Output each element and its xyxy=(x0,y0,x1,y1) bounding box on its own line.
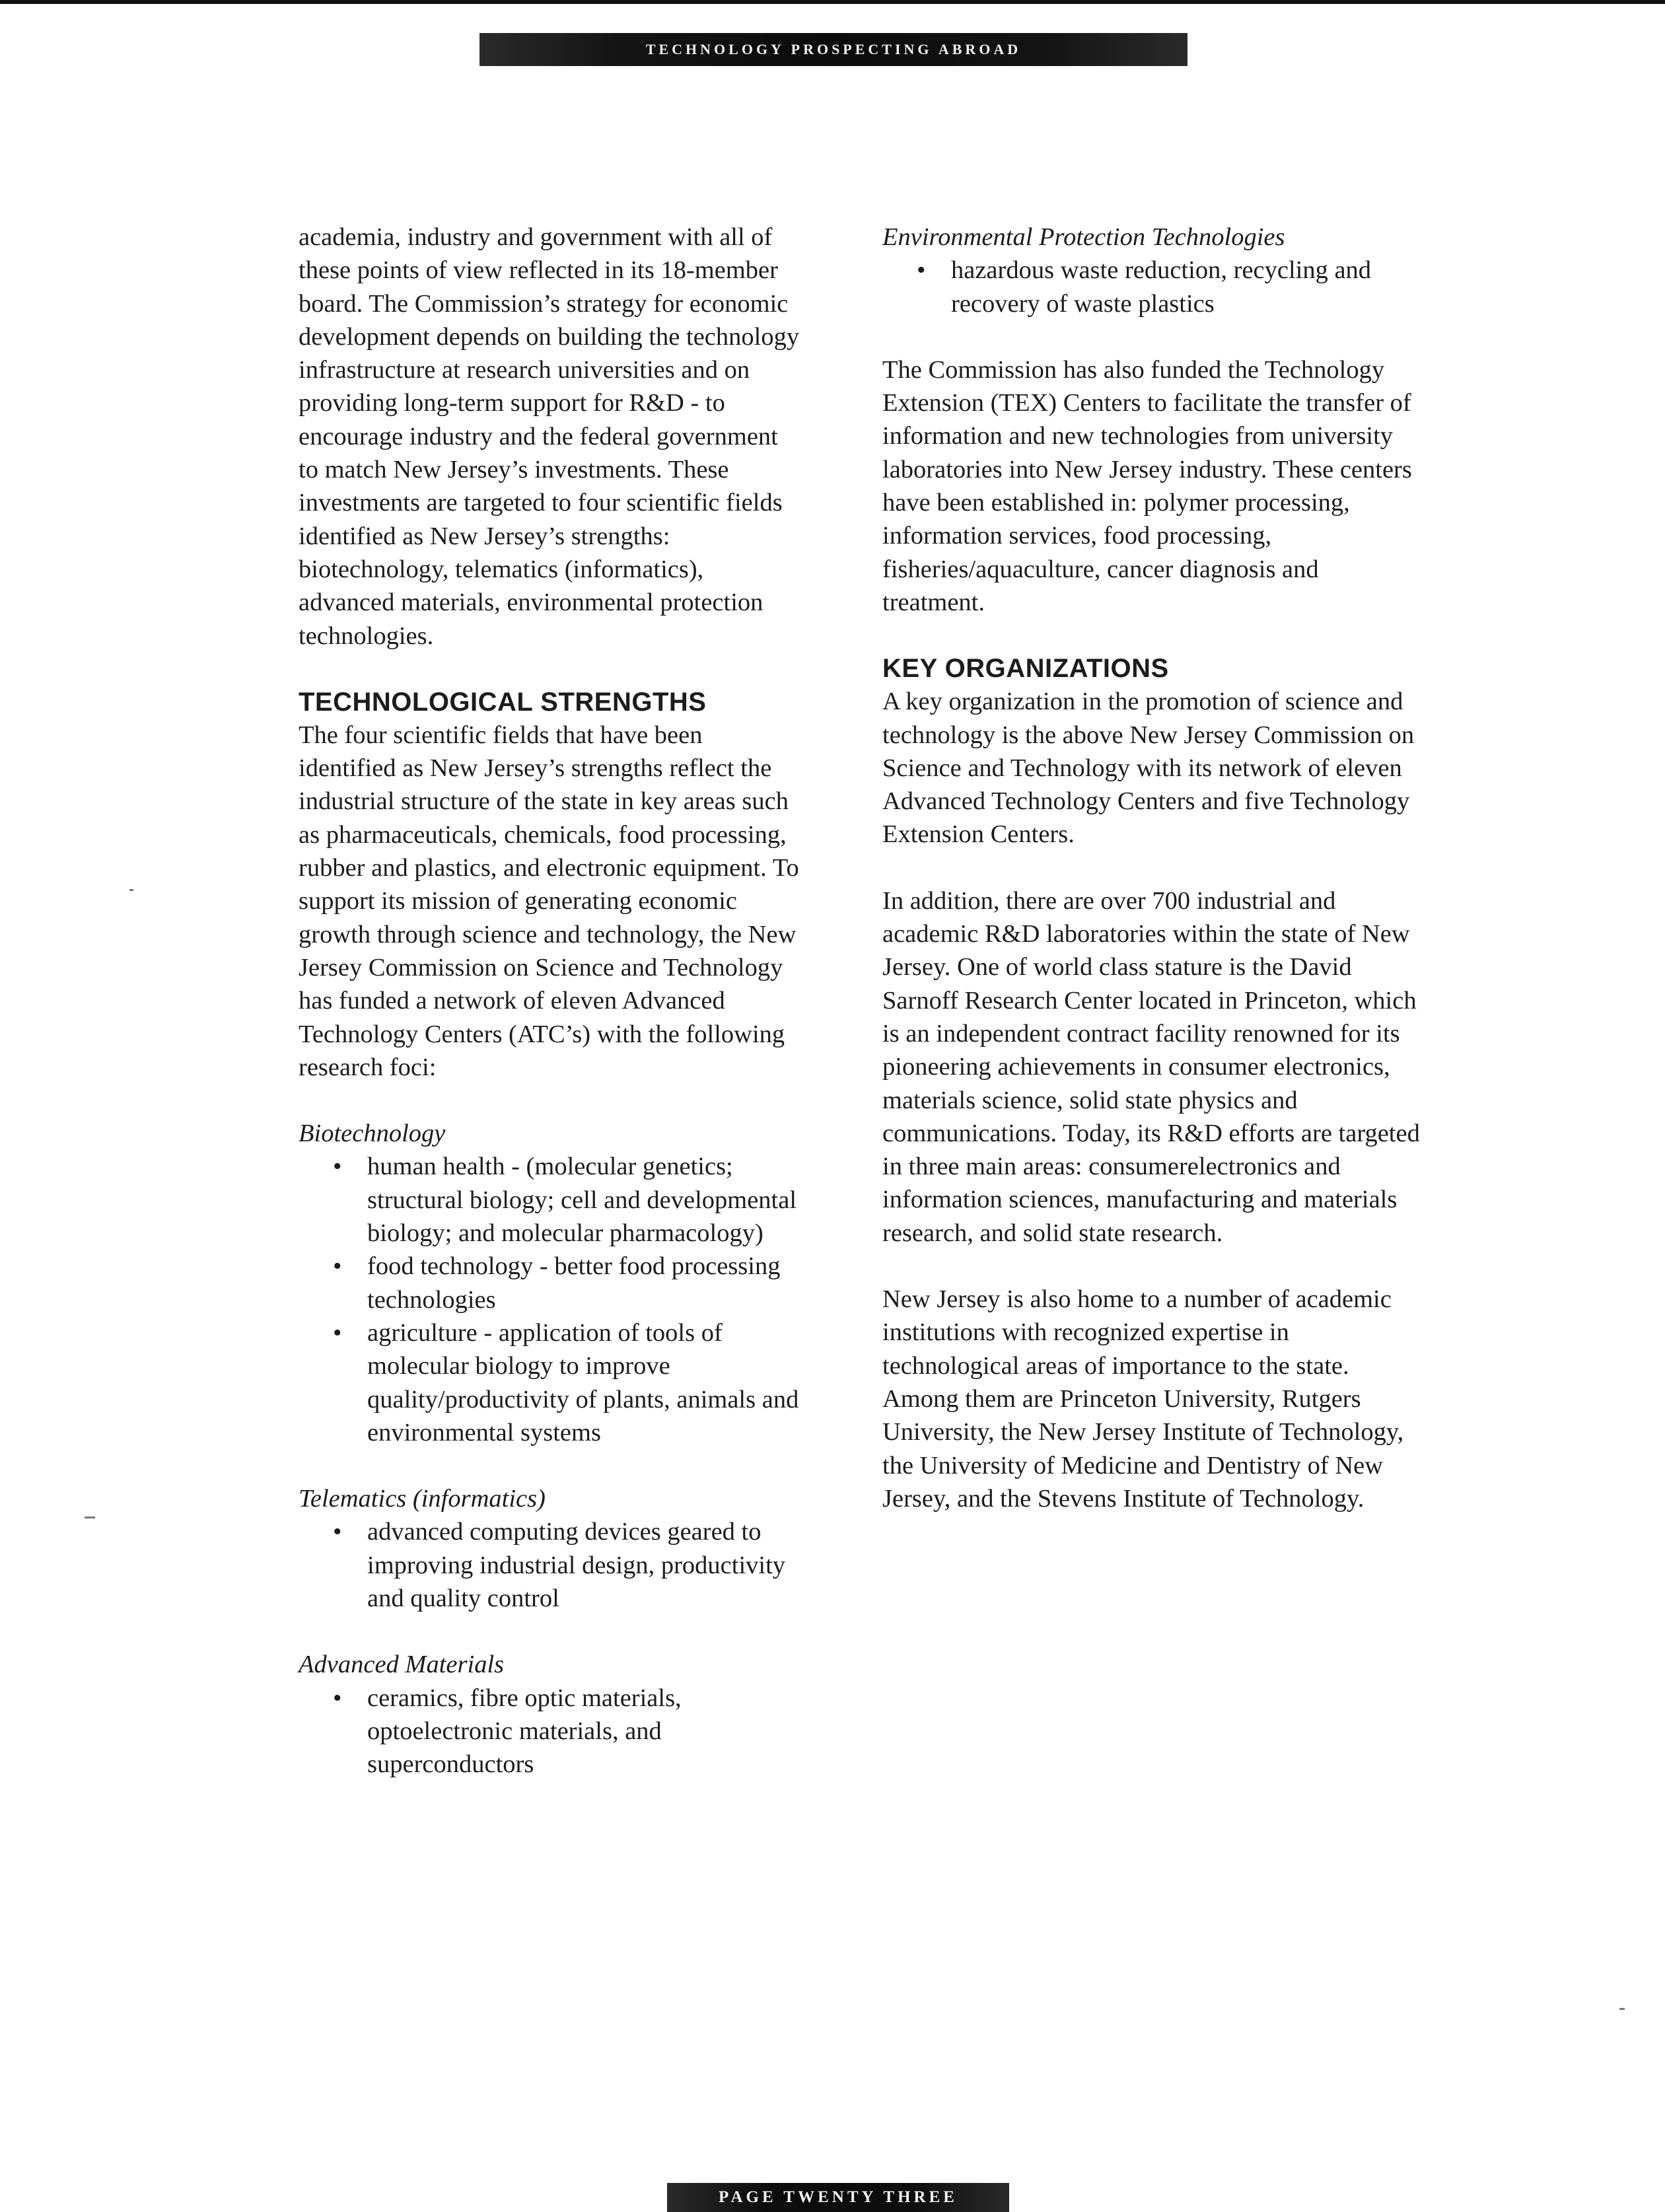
key-organizations-paragraph: A key organization in the promotion of science and technology is the above New Jersey Commission on Science and Technology with its network of eleven Advanced Technology Centers and five Technology Extension Centers. xyxy=(882,688,1415,849)
paragraph-gap xyxy=(882,1250,1424,1283)
telematics-list xyxy=(299,1515,800,1615)
list-item xyxy=(333,1316,800,1449)
paragraph-gap xyxy=(882,619,1424,652)
intro-paragraph: academia, industry and government with all of these points of view reflected in its 18-member board. The Commission’s strategy for economic development depends on building the technology infrastructure at research universities and on providing long-term support for R&D - to encourage industry and the federal government to match New Jersey’s investments. These investments are targeted to four scientific fields identified as New Jersey’s strengths: biotechnology, telematics (informatics), advanced materials, environmental protection technologies. xyxy=(299,223,800,650)
list-item-text: food technology - better food processing technologies xyxy=(367,1252,781,1314)
list-item xyxy=(333,1682,800,1781)
bullet-icon: • xyxy=(333,1684,342,1712)
bullet-icon: • xyxy=(333,1252,342,1281)
left-column xyxy=(299,221,800,1781)
list-item xyxy=(333,1150,800,1250)
list-item xyxy=(333,1515,800,1615)
section-heading-key-organizations: KEY ORGANIZATIONS xyxy=(882,654,1169,684)
paragraph-gap xyxy=(299,1084,800,1117)
bullet-icon: • xyxy=(333,1318,342,1347)
tex-paragraph: The Commission has also funded the Technology Extension (TEX) Centers to facilitate the transfer of information and new technologies from university laboratories into New Jersey industry. These centers have been established in: polymer processing, information services, food processing, fisheries/aquaculture, cancer diagnosis and treatment. xyxy=(882,355,1412,616)
scan-speck xyxy=(1619,2008,1625,2010)
page-number-band xyxy=(667,2183,1009,2212)
running-title: TECHNOLOGY PROSPECTING ABROAD xyxy=(645,41,1022,57)
paragraph-gap xyxy=(299,1615,800,1648)
paragraph-gap xyxy=(299,1449,800,1482)
list-item xyxy=(333,1250,800,1316)
paragraph-gap xyxy=(882,851,1424,884)
list-item-text: ceramics, fibre optic materials, optoelectronic materials, and superconductors xyxy=(367,1684,682,1779)
field-title-environmental: Environmental Protection Technologies xyxy=(882,223,1285,251)
list-item-text: agriculture - application of tools of molecular biology to improve quality/productivity of plants, animals and environmental systems xyxy=(367,1318,799,1446)
field-title-advanced-materials: Advanced Materials xyxy=(299,1651,505,1679)
biotechnology-list xyxy=(299,1150,800,1449)
list-item-text: hazardous waste reduction, recycling and recovery of waste plastics xyxy=(951,256,1372,318)
top-border-rule xyxy=(0,0,1665,4)
running-header-band xyxy=(479,33,1187,66)
list-item-text: human health - (molecular genetics; structural biology; cell and developmental biology; and molecular pharmacology) xyxy=(367,1153,797,1248)
laboratories-paragraph: In addition, there are over 700 industrial and academic R&D laboratories within the state of New Jersey. One of world class stature is the David Sarnoff Research Center located in Princeton, which is an independent contract facility renowned for its pioneering achievements in consumer electronics, materials science, solid state physics and communications. Today, its R&D efforts are targeted in three main areas: consumerelectronics and information sciences, manufacturing and materials research, and solid state research. xyxy=(882,886,1420,1247)
section-heading-technological-strengths: TECHNOLOGICAL STRENGTHS xyxy=(299,687,707,717)
academic-institutions-paragraph: New Jersey is also home to a number of academic institutions with recognized expertise in technological areas of importance to the state. Among them are Princeton University, Rutgers University, the New Jersey Institute of Technology, the University of Medicine and Dentistry of New Jersey, and the Stevens Institute of Technology. xyxy=(882,1285,1404,1513)
right-column xyxy=(882,221,1424,1515)
advanced-materials-list xyxy=(299,1682,800,1781)
list-item-text: advanced computing devices geared to improving industrial design, productivity and quality control xyxy=(367,1518,786,1612)
page-label: PAGE TWENTY THREE xyxy=(719,2188,958,2206)
bullet-icon: • xyxy=(333,1153,342,1181)
list-item xyxy=(917,254,1424,320)
scan-speck xyxy=(85,1516,95,1518)
paragraph-gap xyxy=(299,653,800,686)
strengths-paragraph: The four scientific fields that have been identified as New Jersey’s strengths reflect the industrial structure of the state in key areas such as pharmaceuticals, chemicals, food processing, rubber and plastics, and electronic equipment. To support its mission of generating economic growth through science and technology, the New Jersey Commission on Science and Technology has funded a network of eleven Advanced Technology Centers (ATC’s) with the following research foci: xyxy=(299,721,799,1081)
field-title-telematics: Telematics (informatics) xyxy=(299,1485,546,1513)
paragraph-gap xyxy=(882,320,1424,353)
environmental-list xyxy=(882,254,1424,320)
bullet-icon: • xyxy=(333,1518,342,1546)
bullet-icon: • xyxy=(917,256,926,285)
field-title-biotechnology: Biotechnology xyxy=(299,1120,446,1148)
scan-speck xyxy=(129,889,133,891)
